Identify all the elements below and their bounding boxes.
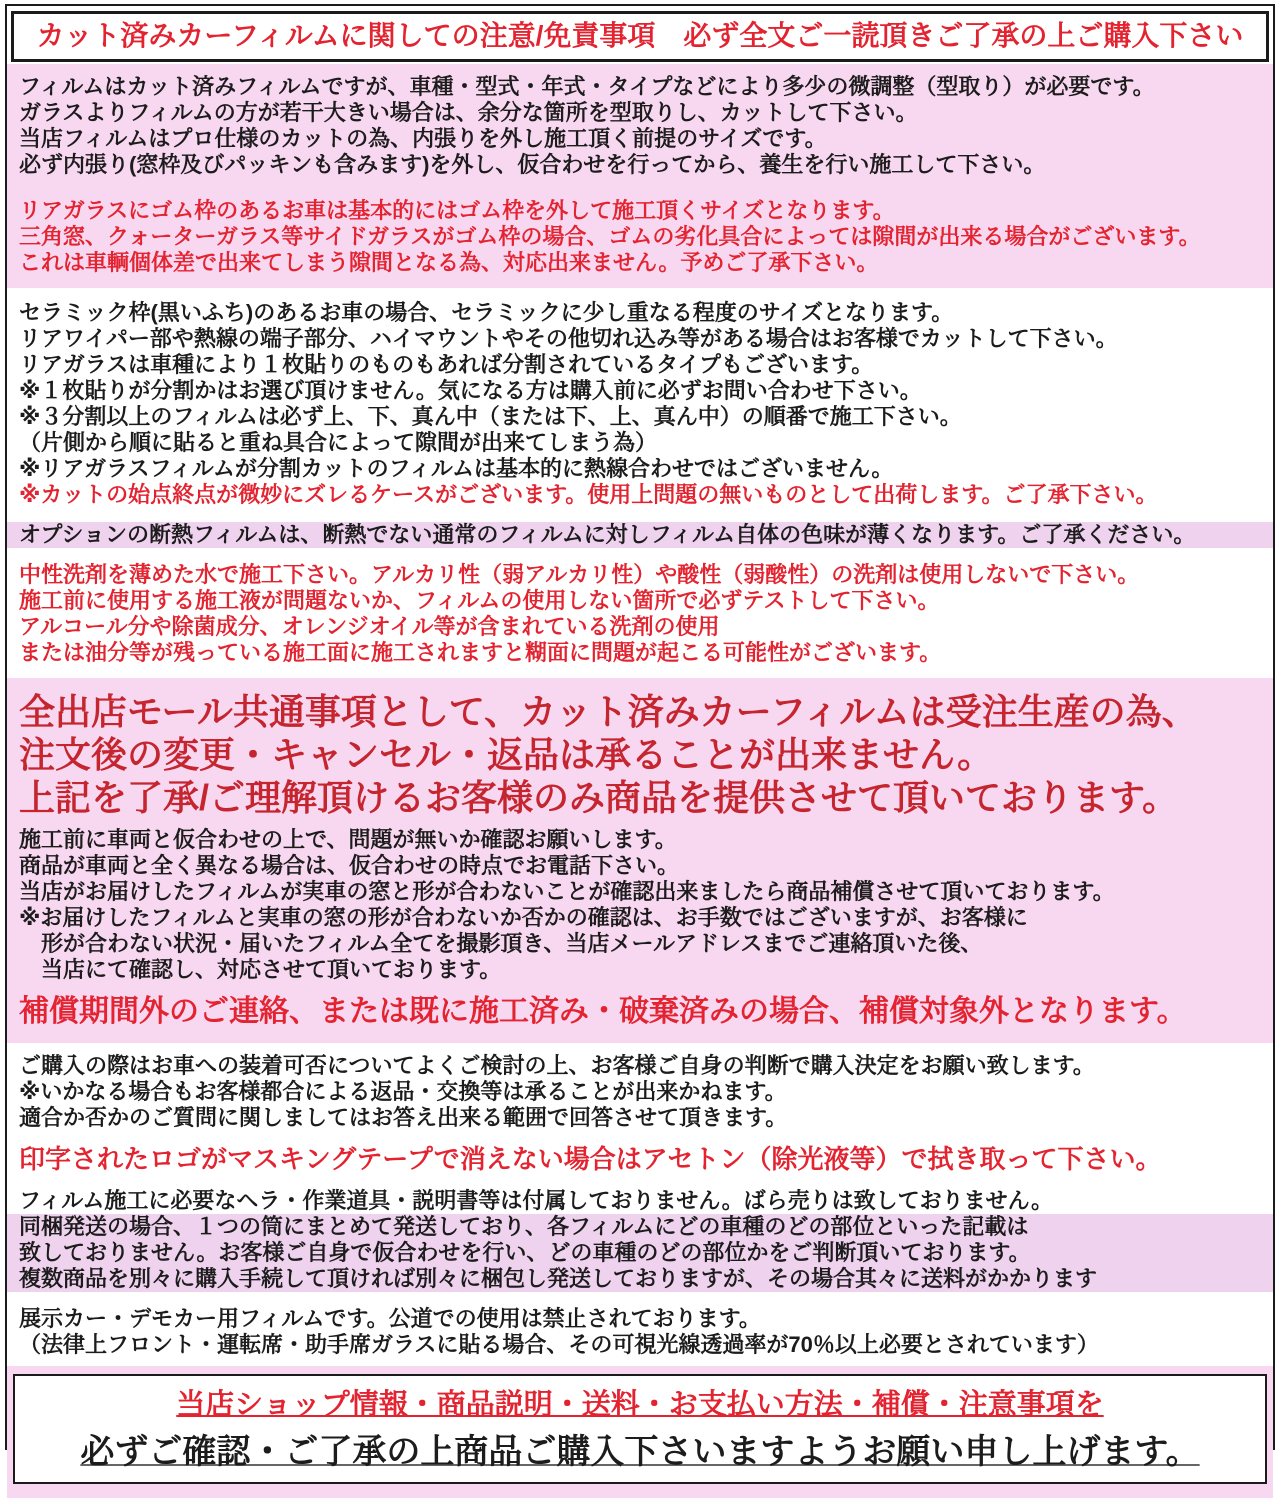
text-line: 展示カー・デモカー用フィルムです。公道での使用は禁止されております。 bbox=[19, 1306, 761, 1331]
section-demo-car bbox=[7, 1306, 1273, 1358]
text-line: セラミック枠(黒いふち)のあるお車の場合、セラミックに少し重なる程度のサイズとなります。 bbox=[19, 300, 954, 325]
section-warranty-limit bbox=[7, 993, 1273, 1031]
text-line: フィルム施工に必要なヘラ・作業道具・説明書等は付属しておりません。ばら売りは致しておりません。 bbox=[19, 1188, 1054, 1213]
section-detergent bbox=[7, 562, 1273, 666]
page-frame bbox=[5, 4, 1275, 1471]
text-line: ガラスよりフィルムの方が若干大きい場合は、余分な箇所を型取りし、カットして下さい。 bbox=[19, 100, 918, 125]
text-line: フィルムはカット済みフィルムですが、車種・型式・年式・タイプなどにより多少の微調整（型取り）が必要です。 bbox=[19, 74, 1155, 99]
text-line: リアガラスにゴム枠のあるお車は基本的にはゴム枠を外して施工頂くサイズとなります。 bbox=[19, 198, 895, 223]
text-line: 商品が車両と全く異なる場合は、仮合わせの時点でお電話下さい。 bbox=[19, 853, 680, 878]
header-box bbox=[11, 11, 1269, 62]
text-line: 全出店モール共通事項として、カット済みカーフィルムは受注生産の為、 bbox=[19, 691, 1198, 732]
text-line: 中性洗剤を薄めた水で施工下さい。アルカリ性（弱アルカリ性）や酸性（弱酸性）の洗剤は使用しないで下さい。 bbox=[19, 562, 1140, 587]
text-line: ※カットの始点終点が微妙にズレるケースがございます。使用上問題の無いものとして出荷します。ご了承下さい。 bbox=[19, 482, 1158, 507]
text-line: 三角窓、クォーターガラス等サイドガラスがゴム枠の場合、ゴムの劣化具合によっては隙間が出来る場合がございます。 bbox=[19, 224, 1201, 249]
text-line: 補償期間外のご連絡、または既に施工済み・破棄済みの場合、補償対象外となります。 bbox=[19, 995, 1187, 1028]
text-line: ※１枚貼りが分割かはお選び頂けません。気になる方は購入前に必ずお問い合わせ下さい。 bbox=[19, 378, 922, 403]
text-line: ※リアガラスフィルムが分割カットのフィルムは基本的に熱線合わせではございません。 bbox=[19, 456, 894, 481]
text-line: これは車輌個体差で出来てしまう隙間となる為、対応出来ません。予めご了承下さい。 bbox=[19, 250, 879, 275]
text-line: 適合か否かのご質問に関しましてはお答え出来る範囲で回答させて頂きます。 bbox=[19, 1105, 788, 1130]
text-line: 複数商品を別々に購入手続して頂ければ別々に梱包し発送しておりますが、その場合其々に送料がかかります bbox=[7, 1266, 1273, 1292]
band-pink-mid bbox=[7, 678, 1273, 1043]
text-line: または油分等が残っている施工面に施工されますと糊面に問題が起こる可能性がございます。 bbox=[19, 640, 942, 665]
text-line: 印字されたロゴがマスキングテープで消えない場合はアセトン（除光液等）で拭き取って下さい。 bbox=[19, 1144, 1162, 1174]
text-line: 施工前に使用する施工液が問題ないか、フィルムの使用しない箇所で必ずテストして下さい。 bbox=[19, 588, 940, 613]
shop-info-link[interactable]: 当店ショップ情報・商品説明・送料・お支払い方法・補償・注意事項を bbox=[176, 1389, 1104, 1421]
text-line: 当店がお届けしたフィルムが実車の窓と形が合わないことが確認出来ましたら商品補償させて頂いております。 bbox=[19, 879, 1115, 904]
section-insulation-option bbox=[7, 522, 1273, 548]
footer-confirmation-text: 必ずご確認・ご了承の上商品ご購入下さいますようお願い申し上げます。 bbox=[80, 1433, 1200, 1471]
section-logo-removal bbox=[7, 1143, 1273, 1176]
section-rubber-frame bbox=[7, 198, 1273, 276]
text-line: リアガラスは車種により１枚貼りのものもあれば分割されているタイプもございます。 bbox=[19, 352, 874, 377]
text-line: 同梱発送の場合、１つの筒にまとめて発送しており、各フィルムにどの車種のどの部位といった記載は bbox=[7, 1214, 1273, 1240]
text-line: ※３分割以上のフィルムは必ず上、下、真ん中（または下、上、真ん中）の順番で施工下さい。 bbox=[19, 404, 962, 429]
text-line: リアワイパー部や熱線の端子部分、ハイマウントやその他切れ込み等がある場合はお客様でカットして下さい。 bbox=[19, 326, 1118, 351]
section-fitting-check bbox=[7, 827, 1273, 983]
text-line: 必ず内張り(窓枠及びパッキンも含みます)を外し、仮合わせを行ってから、養生を行い施工して下さい。 bbox=[19, 152, 1046, 177]
section-mall-policy bbox=[7, 690, 1273, 819]
band-white-mid1 bbox=[7, 288, 1273, 678]
text-line: オプションの断熱フィルムは、断熱でない通常のフィルムに対しフィルム自体の色味が薄くなります。ご了承ください。 bbox=[7, 522, 1273, 548]
text-line: ※お届けしたフィルムと実車の窓の形が合わないか否かの確認は、お手数ではございますが、お客様に bbox=[19, 905, 1028, 930]
text-line: 致しておりません。お客様ご自身で仮合わせを行い、どの車種のどの部位かをご判断頂いております。 bbox=[7, 1240, 1273, 1266]
text-line: 施工前に車両と仮合わせの上で、問題が無いか確認お願いします。 bbox=[19, 827, 677, 852]
band-white-mid2 bbox=[7, 1043, 1273, 1366]
text-line: 上記を了承/ご理解頂けるお客様のみ商品を提供させて頂いております。 bbox=[19, 777, 1179, 818]
text-line: （片側から順に貼ると重ね具合によって隙間が出来てしまう為） bbox=[19, 430, 658, 455]
text-line: （法律上フロント・運転席・助手席ガラスに貼る場合、その可視光線透過率が70％以上必要とされています） bbox=[19, 1332, 1099, 1357]
text-line: 当店フィルムはプロ仕様のカットの為、内張りを外し施工頂く前提のサイズです。 bbox=[19, 126, 827, 151]
text-line: 注文後の変更・キャンセル・返品は承ることが出来ません。 bbox=[19, 734, 994, 775]
band-pink-bottom bbox=[7, 1366, 1273, 1498]
text-line: ※いかなる場合もお客様都合による返品・交換等は承ることが出来かねます。 bbox=[19, 1079, 787, 1104]
section-purchase-decision bbox=[7, 1053, 1273, 1131]
section-tools-shipping bbox=[7, 1188, 1273, 1292]
text-line: アルコール分や除菌成分、オレンジオイル等が含まれている洗剤の使用 bbox=[19, 614, 720, 639]
text-line: 当店にて確認し、対応させて頂いております。 bbox=[19, 957, 502, 982]
section-film-adjustment bbox=[7, 74, 1273, 178]
band-pink-top bbox=[7, 64, 1273, 288]
page-title: カット済みカーフィルムに関しての注意/免責事項 必ず全文ご一読頂きご了承の上ご購入下さい bbox=[36, 20, 1244, 51]
footer-box bbox=[13, 1374, 1267, 1484]
text-line: ご購入の際はお車への装着可否についてよくご検討の上、お客様ご自身の判断で購入決定をお願い致します。 bbox=[19, 1053, 1095, 1078]
section-ceramic-split bbox=[7, 300, 1273, 508]
text-line: 形が合わない状況・届いたフィルム全てを撮影頂き、当店メールアドレスまでご連絡頂いた後、 bbox=[19, 931, 983, 956]
